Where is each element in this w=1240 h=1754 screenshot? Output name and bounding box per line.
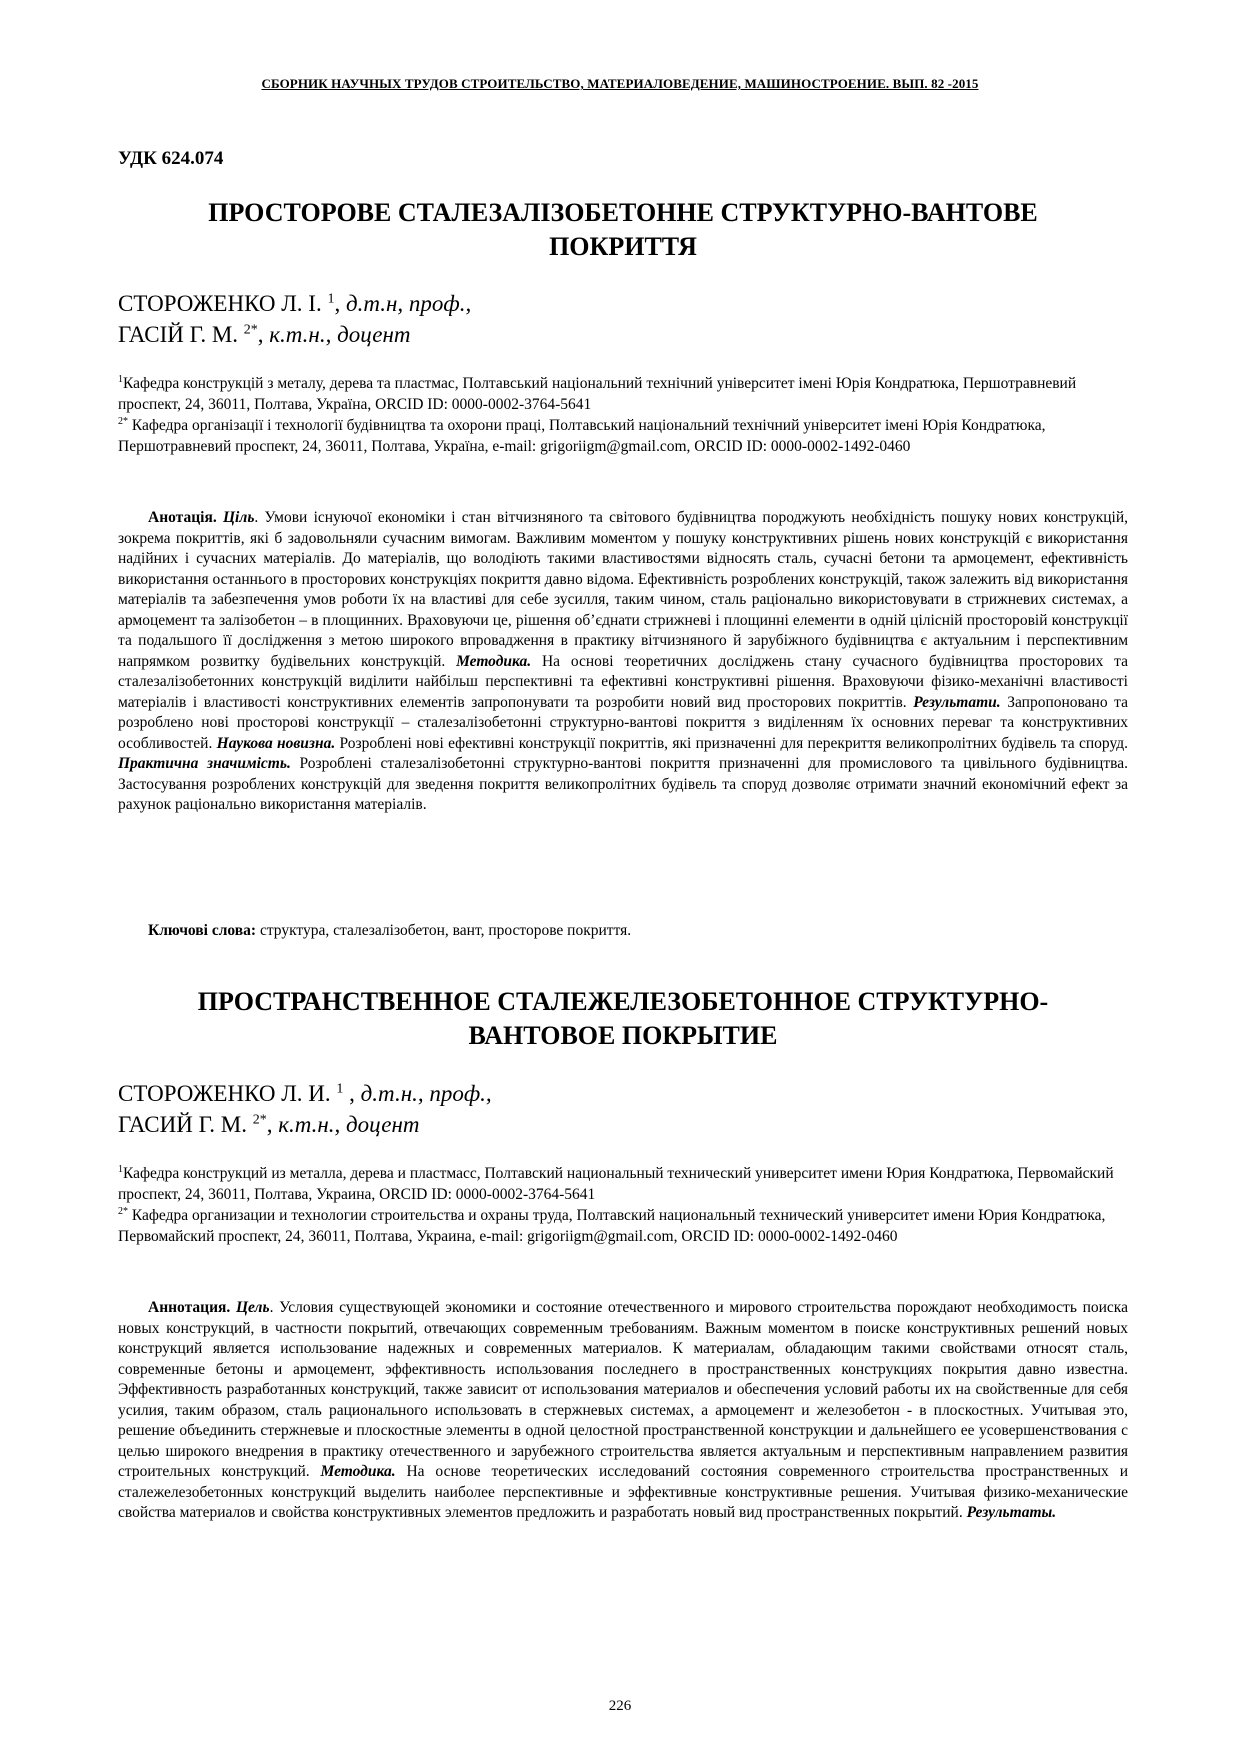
authors-ua [118,288,471,350]
author-2-degree: к.т.н., доцент [278,1112,420,1137]
author-1-name: СТОРОЖЕНКО Л. І. [118,291,328,316]
author-1-degree: д.т.н., проф., [360,1081,492,1106]
author-1-sup: 1 [336,1081,344,1097]
abstract-heading-results: Результати. [913,693,1001,711]
affiliation-1-ua [118,373,1118,415]
title-ua-line1: ПРОСТОРОВЕ СТАЛЕЗАЛІЗОБЕТОННЕ СТРУКТУРНО-ВАНТОВЕ [208,198,1038,227]
abstract-text-method: На основе теоретических исследований состояния современного строительства пространственных и сталежелезобетонных конструкций выделить наиболее перспективные и эффективные конструктивные решения. Учитывая физико-механические свойства материалов и свойства конструктивных элементов предложить и разработать новый вид пространственных покрытий. [118,1463,1128,1521]
abstract-text-practical: Розроблені сталезалізобетонні структурно-вантові покриття призначенні для промислового та цивільного будівництва. Застосування розроблених конструкцій для зведення покриття великопролітних будівель та споруд дозволяє отримати значний економічний ефект за рахунок раціонально використання матеріалів. [118,755,1128,813]
author-2-sup: 2* [252,1112,267,1128]
author-1-degree: д.т.н, проф., [345,291,472,316]
affiliation-2-sup: 2* [118,1205,128,1217]
page-number: 226 [608,1698,632,1714]
author-1-sup: 1 [327,291,335,307]
author-2-name: ГАСИЙ Г. М. [118,1112,253,1137]
abstract-heading-goal: Цель [235,1299,270,1316]
running-header: СБОРНИК НАУЧНЫХ ТРУДОВ СТРОИТЕЛЬСТВО, МАТЕРИАЛОВЕДЕНИЕ, МАШИНОСТРОЕНИЕ. ВЫП. 82 -2015 [261,76,979,91]
affiliation-1-sup: 1 [118,373,123,385]
abstract-ua [118,508,1128,816]
keywords-text: структура, сталезалізобетон, вант, просторове покриття. [256,922,632,939]
title-ru [118,985,1128,1053]
abstract-text-goal: . Умови існуючої економіки і стан вітчизняного та світового будівництва породжують необхідність пошуку нових конструкцій, зокрема покриттів, які б задовольняли сучасним вимогам. Важливим моментом у пошуку конструктивних рішень нових конструкцій є використання надійних і сучасних матеріалів. До матеріалів, що володіють такими властивостями відносять сталь, сучасні бетони та армоцемент, ефективність використання останнього в просторових конструкціях покриття давно відома. Ефективність розроблених конструкцій, також залежить від використання матеріалів та забезпечення умов роботи їх на властиві для себе зусилля, таким чином, сталь раціонально використовувати в стрижневих системах, а армоцемент та залізобетон – в площинних. Враховуючи це, рішення об’єднати стрижневі і площинні елементи в одній цілісній просторовій конструкції та подальшого її дослідження з метою широкого впровадження в практику вітчизняного й зарубіжного будівництва є актуальним і перспективним напрямком розвитку будівельних конструкцій. [118,509,1129,670]
affiliation-2-sup: 2* [118,415,128,427]
title-ua [118,196,1128,264]
keywords-label: Ключові слова: [148,922,257,939]
abstract-heading-method: Методика. [456,652,532,670]
affiliations-ru [118,1163,1118,1247]
abstract-heading-goal: Ціль [223,509,255,526]
affiliation-2-ua [118,415,1118,457]
author-2-name: ГАСІЙ Г. М. [118,322,244,347]
author-1-sep: , [343,1081,361,1106]
abstract-label: Аннотация. [148,1299,231,1316]
affiliation-1-text: Кафедра конструкций из металла, дерева и пластмасс, Полтавский национальный технический университет имени Юрия Кондратюка, Первомайский проспект, 24, 36011, Полтава, Украина, ORCID ID: 0000-0002-3764-5641 [118,1165,1114,1203]
author-2-sup: 2* [243,322,258,338]
author-1-ua [118,288,471,319]
keywords-ua [148,922,631,940]
abstract-text-method: На основі теоретичних досліджень стану сучасного будівництва просторових та сталезалізобетонних конструкцій виділити найбільш перспективні та ефективні конструктивні рішення. Враховуючи фізико-механічні властивості матеріалів і властивості конструктивних елементів запропонувати та розробити новий вид просторових покриттів. [118,652,1128,711]
abstract-text-goal: . Условия существующей экономики и состояние отечественного и мирового строительства порождают необходимость поиска новых конструкций, в частности покрытий, отвечающих современным требованиям. Важным моментом в поиске конструктивных решений новых конструкций является использование надежных и современных материалов. К материалам, обладающим такими свойствами относят сталь, современные бетоны и армоцемент, эффективность использования последнего в пространственных конструкциях покрытия давно известна. Эффективность разработанных конструкций, также зависит от использования материалов и обеспечения условий работы их на свойственные для себя усилия, таким образом, сталь рационального использовать в стержневых системах, а армоцемент и железобетон - в плоскостных. Учитывая это, решение объединить стержневые и плоскостные элементы в одной целостной пространственной конструкции и дальнейшего ее усовершенствования с целью широкого внедрения в практику отечественного и зарубежного строительства является актуальным и перспективным направлением развития строительных конструкций. [118,1299,1128,1480]
abstract-text-results: Запропоновано та розроблено нові просторові конструкції – сталезалізобетонні структурно-вантові покриття з виділенням їх основних переваг та конструктивних особливостей. [118,693,1128,752]
abstract-label: Анотація. [148,509,217,526]
affiliations-ua [118,373,1118,457]
author-1-sep: , [334,291,346,316]
abstract-heading-novelty: Наукова новизна. [216,734,336,752]
affiliation-1-sup: 1 [118,1163,123,1175]
author-2-ua [118,319,471,350]
author-1-ru [118,1078,492,1109]
author-1-name: СТОРОЖЕНКО Л. И. [118,1081,337,1106]
title-ru-line1: ПРОСТРАНСТВЕННОЕ СТАЛЕЖЕЛЕЗОБЕТОННОЕ СТРУКТУРНО- [197,987,1049,1016]
affiliation-2-text: Кафедра організації і технології будівництва та охорони праці, Полтавський національний технічний університет імені Юрія Кондратюка, Першотравневий проспект, 24, 36011, Полтава, Україна, e-mail: grigoriigm@gmail.com, ORCID ID: 0000-0002-1492-0460 [118,417,1046,455]
author-2-ru [118,1109,492,1140]
abstract-heading-results: Результаты. [966,1504,1057,1521]
author-2-sep: , [257,322,270,347]
title-ru-line2: ВАНТОВОЕ ПОКРЫТИЕ [468,1021,778,1050]
affiliation-2-ru [118,1205,1118,1247]
affiliation-1-ru [118,1163,1118,1205]
author-2-degree: к.т.н., доцент [269,322,411,347]
abstract-heading-practical: Практична значимість. [118,755,291,772]
affiliation-2-text: Кафедра организации и технологии строительства и охраны труда, Полтавский национальный технический университет имени Юрия Кондратюка, Первомайский проспект, 24, 36011, Полтава, Украина, e-mail: grigoriigm@gmail.com, ORCID ID: 0000-0002-1492-0460 [118,1207,1106,1245]
udk-code: УДК 624.074 [118,148,224,169]
abstract-ru [118,1298,1128,1524]
title-ua-line2: ПОКРИТТЯ [549,232,697,261]
abstract-text-novelty: Розроблені нові ефективні конструкції покриттів, які призначенні для перекриття великопролітних будівель та споруд. [335,734,1128,752]
affiliation-1-text: Кафедра конструкцій з металу, дерева та пластмас, Полтавський національний технічний університет імені Юрія Кондратюка, Першотравневий проспект, 24, 36011, Полтава, Україна, ORCID ID: 0000-0002-3764-5641 [118,375,1077,413]
authors-ru [118,1078,492,1140]
author-2-sep: , [266,1112,279,1137]
abstract-heading-method: Методика. [320,1463,396,1480]
